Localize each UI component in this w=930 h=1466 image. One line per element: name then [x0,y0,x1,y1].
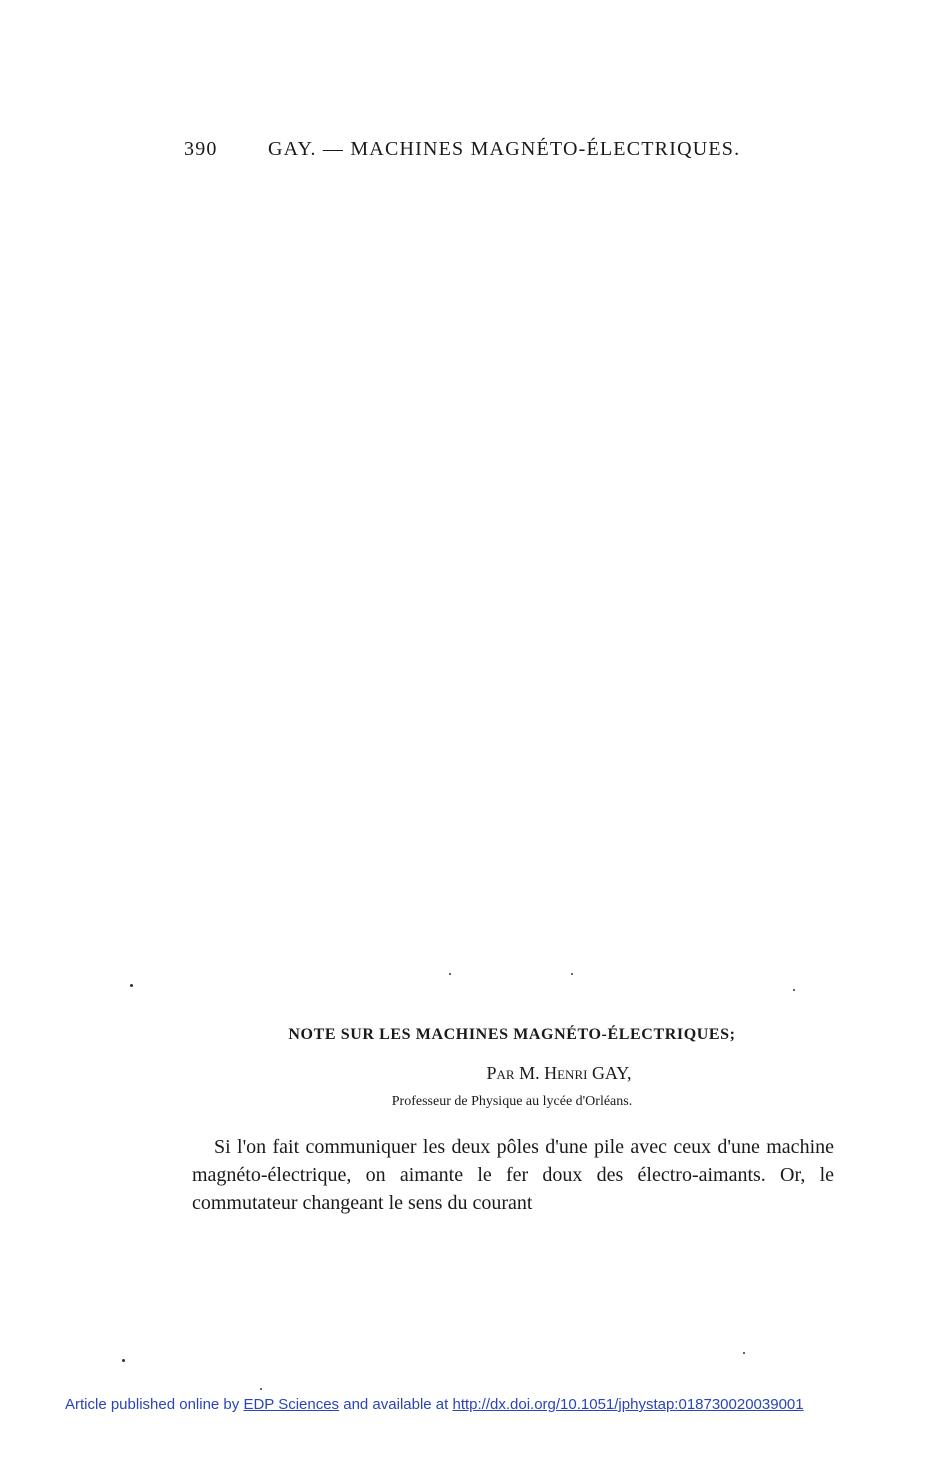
author-affiliation: Professeur de Physique au lycée d'Orléans. [391,1094,633,1109]
author-last-name: GAY, [587,1063,632,1083]
page-number: 390 [184,138,218,160]
running-title: GAY. — MACHINES MAGNÉTO-ÉLECTRIQUES. [268,138,741,160]
print-speck [571,973,573,975]
byline [0,1063,930,1084]
print-speck [793,989,795,991]
body-text [192,1133,834,1217]
print-speck [743,1352,745,1354]
running-head [184,138,784,161]
print-speck [449,973,451,975]
footer-text-middle: and available at [339,1396,453,1413]
doi-link[interactable]: http://dx.doi.org/10.1051/jphystap:018730020039001 [452,1396,804,1413]
byline-prefix: Par M. [486,1063,545,1083]
print-speck [260,1388,262,1390]
body-paragraph: Si l'on fait communiquer les deux pôles d'une pile avec ceux d'une machine magnéto-électrique, on aimante le fer doux des électro-aimants. Or, le commutateur changeant le sens du courant [192,1136,834,1214]
author-first-name: Henri [544,1063,588,1083]
print-speck [122,1359,125,1362]
publisher-link[interactable]: EDP Sciences [243,1396,340,1413]
print-speck [130,984,133,987]
footer-text-before: Article published online by [65,1396,244,1413]
article-title: NOTE SUR LES MACHINES MAGNÉTO-ÉLECTRIQUES; [288,1026,736,1043]
publication-footer [65,1396,804,1413]
